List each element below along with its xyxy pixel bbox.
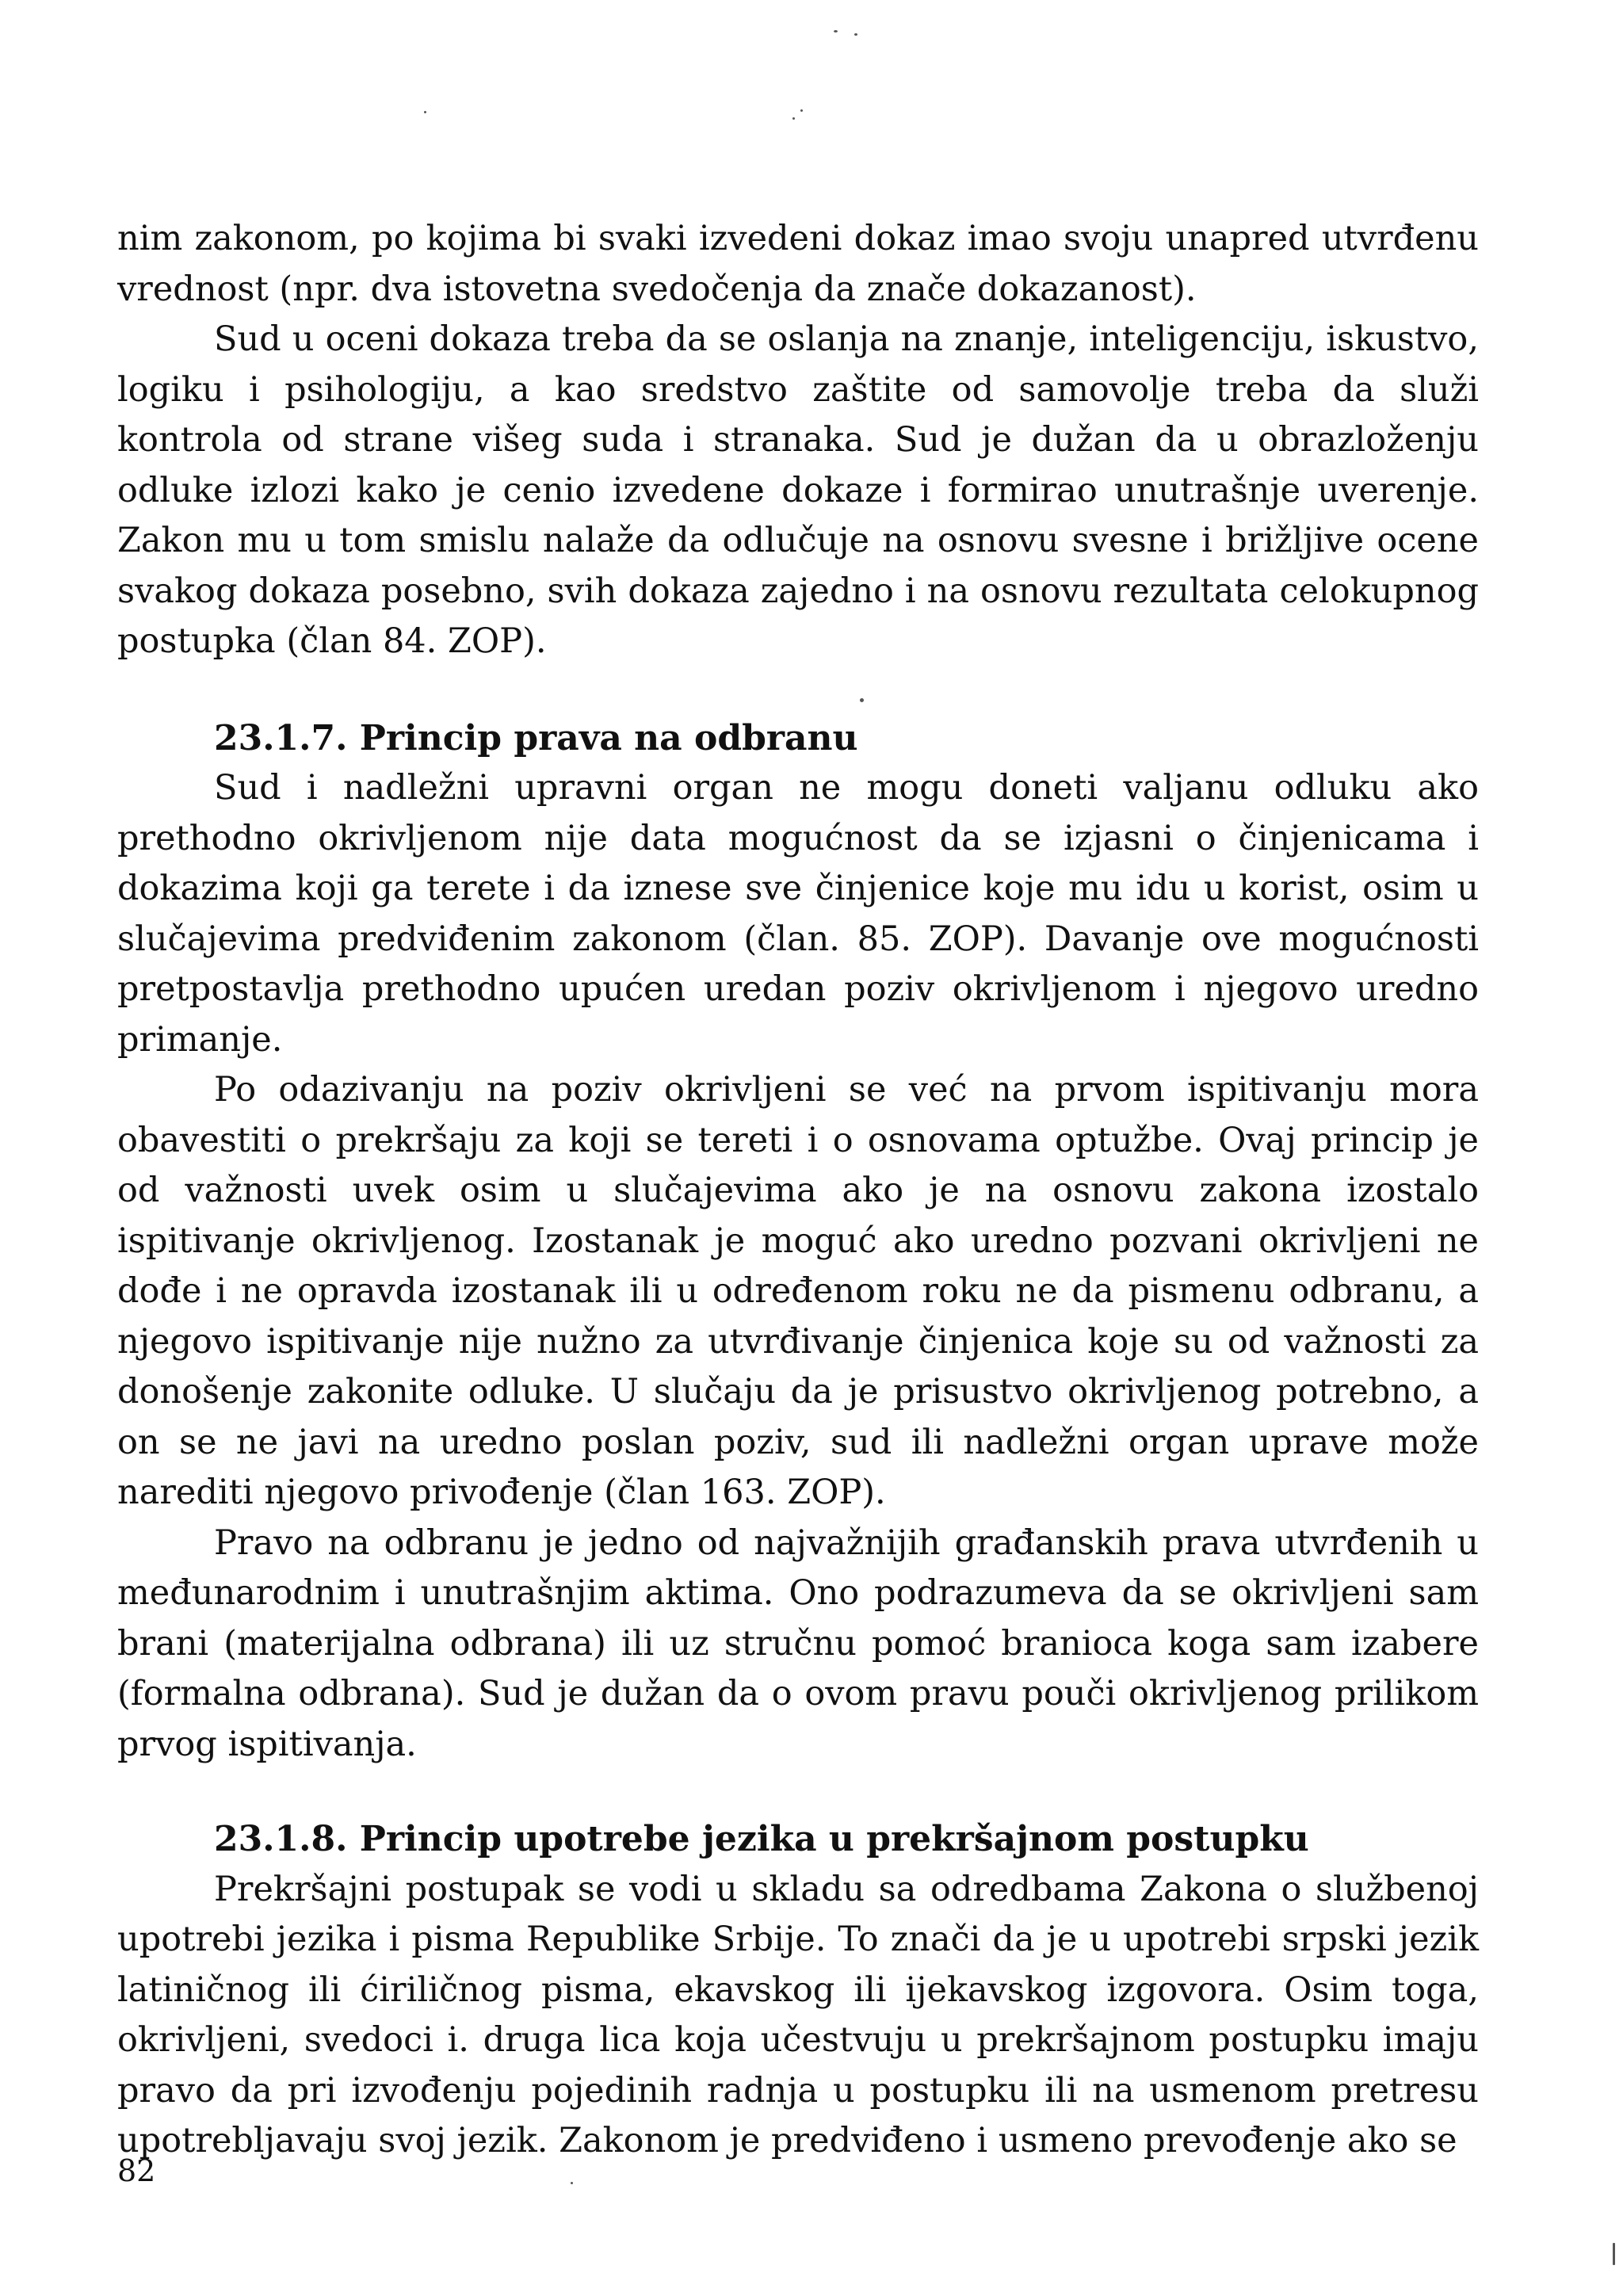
paragraph: Sud u oceni dokaza treba da se oslanja na znanje, inteligenciju, iskustvo, logiku i psihologiju, a kao sredstvo zaštite od samovolje treba da služi kontrola od strane višeg suda i stranaka. Sud je dužan da u obrazloženju odluke izlozi kako je cenio izvedene dokaze i formirao unutrašnje uverenje. Zakon mu u tom smislu nalaže da odlučuje na osnovu svesne i brižljive ocene svakog dokaza posebno, svih dokaza zajedno i na osnovu rezultata celokupnog postupka (član 84. ZOP).	[117, 319, 1479, 661]
paragraph-continued: nim zakonom, po kojima bi svaki izvedeni dokaz imao svoju unapred utvrđenu vrednost (npr. dva istovetna svedočenja da znače dokazanost).	[117, 219, 1479, 309]
section-number: 23.1.7.	[214, 717, 348, 758]
section-title: Princip prava na odbranu	[359, 717, 858, 758]
section-heading-23-1-8	[117, 1814, 1479, 1865]
paragraph: Po odazivanju na poziv okrivljeni se već na prvom ispitivanju mora obavestiti o prekršaju za koji se tereti i o osnovama optužbe. Ovaj princip je od važnosti uvek osim u slučajevima ako je na osnovu zakona izostalo ispitivanje okrivljenog. Izostanak je moguć ako uredno pozvani okrivljeni ne dođe i ne opravda izostanak ili u određenom roku ne da pismenu odbranu, a njegovo ispitivanje nije nužno za utvrđivanje činjenica koje su od važnosti za donošenje zakonite odluke. U slučaju da je prisustvo okrivljenog potrebno, a on se ne javi na uredno poslan poziv, sud ili nadležni organ uprave može narediti njegovo privođenje (član 163. ZOP).	[117, 1070, 1479, 1512]
scan-speck	[1613, 2243, 1615, 2265]
scan-speck	[854, 33, 857, 36]
scan-speck	[571, 2182, 573, 2184]
body-text	[117, 214, 1479, 2167]
paragraph: Sud i nadležni upravni organ ne mogu doneti valjanu odluku ako prethodno okrivljenom nije data mogućnost da se izjasni o činjenicama i dokazima koji ga terete i da iznese sve činjenice koje mu idu u korist, osim u slučajevima predviđenim zakonom (član. 85. ZOP). Davanje ove mogućnosti pretpostavlja prethodno upućen uredan poziv okrivljenom i njegovo uredno primanje.	[117, 768, 1479, 1060]
page-number: 82	[117, 2153, 156, 2188]
section-number: 23.1.8.	[214, 1819, 348, 1859]
scan-speck	[792, 117, 795, 120]
scan-speck	[834, 30, 838, 32]
scan-speck	[424, 111, 426, 113]
paragraph: Prekršajni postupak se vodi u skladu sa odredbama Zakona o službenoj upotrebi jezika i pisma Republike Srbije. To znači da je u upotrebi srpski jezik latiničnog ili ćiriličnog pisma, ekavskog ili ijekavskog izgovora. Osim toga, okrivljeni, svedoci i. druga lica koja učestvuju u prekršajnom postupku imaju pravo da pri izvođenju pojedinih radnja u postupku ili na usmenom pretresu upotrebljavaju svoj jezik. Zakonom je predviđeno i usmeno prevođenje ako se	[117, 1869, 1479, 2160]
section-title: Princip upotrebe jezika u prekršajnom postupku	[359, 1819, 1309, 1859]
scan-speck	[860, 698, 864, 702]
spacer	[117, 667, 1479, 713]
section-heading-23-1-7	[117, 713, 1479, 764]
spacer	[117, 1770, 1479, 1814]
scan-speck	[800, 109, 803, 112]
paragraph: Pravo na odbranu je jedno od najvažnijih građanskih prava utvrđenih u međunarodnim i unutrašnjim aktima. Ono podrazumeva da se okrivljeni sam brani (materijalna odbrana) ili uz stručnu pomoć branioca koga sam izabere (formalna odbrana). Sud je dužan da o ovom pravu pouči okrivljenog prilikom prvog ispitivanja.	[117, 1522, 1479, 1764]
